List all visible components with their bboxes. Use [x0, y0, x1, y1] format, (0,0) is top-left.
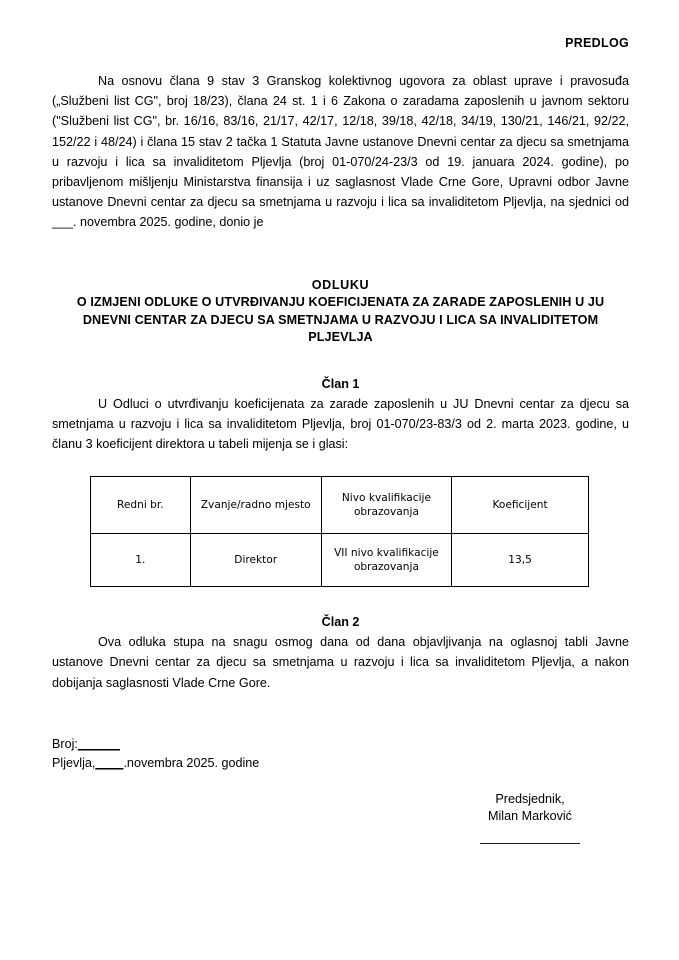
decision-title — [52, 277, 629, 347]
signature-name: Milan Marković — [488, 809, 572, 824]
decision-title-line-3: DNEVNI CENTAR ZA DJECU SA SMETNJAMA U RAZVOJU I LICA SA INVALIDITETOM — [82, 312, 599, 327]
signature-block — [440, 791, 620, 844]
table-header-zvanje-radno-mjesto: Zvanje/radno mjesto — [190, 477, 321, 534]
spacer-after-article-2 — [52, 693, 629, 735]
table-header-row — [91, 477, 589, 534]
footer-number-blank: ______ — [77, 736, 120, 751]
footer-place-blank: ____ — [95, 755, 124, 770]
spacer-after-title — [52, 347, 629, 375]
footer-place-label: Pljevlja, — [52, 755, 96, 770]
decision-title-line-2: O IZMJENI ODLUKE O UTVRĐIVANJU KOEFICIJENATA ZA ZARADE ZAPOSLENIH U JU — [76, 295, 605, 310]
document-header-label: PREDLOG — [565, 36, 629, 50]
spacer-after-table — [52, 587, 629, 613]
article-1-text: U Odluci o utvrđivanju koeficijenata za zarade zaposlenih u JU Dnevni centar za djecu sa smetnjama u razvoju i lica sa invaliditetom Pljevlja, broj 01-070/23-83/3 od 2. marta 2023. godine, u članu 3 koeficijent direktora u tabeli mijenja se i glasi: — [52, 396, 629, 452]
footer-date-text: .novembra 2025. godine — [123, 755, 260, 770]
table-cell-koeficijent: 13,5 — [452, 534, 589, 587]
decision-title-line-1: ODLUKU — [311, 277, 370, 292]
footer-number-line — [52, 735, 629, 754]
signature-line — [480, 843, 580, 844]
preamble-paragraph: Na osnovu člana 9 stav 3 Granskog kolektivnog ugovora za oblast uprave i pravosuđa („Službeni list CG", broj 18/23), člana 24 st. 1 i 6 Zakona o zaradama zaposlenih u javnom sektoru ("Službeni list CG", br. 16/16, 83/16, 21/17, 42/17, 12/18, 39/18, 42/18, 34/19, 130/21, 146/21, 92/22, 152/22 i 48/24) i člana 15 stav 2 tačka 1 Statuta Javne ustanove Dnevni centar za djecu sa smetnjama u razvoju i lica sa invaliditetom Pljevlja (broj 01-070/24-23/3 od 19. januara 2024. godine), po pribavljenom mišljenju Ministarstva finansija i uz saglasnost Vlade Crne Gore, Upravni odbor Javne ustanove Dnevni centar za djecu sa smetnjama u razvoju i lica sa invaliditetom Pljevlja, na sjednici od ___. novembra 2025. godine, donio je — [52, 74, 629, 230]
article-2-text: Ova odluka stupa na snagu osmog dana od dana objavljivanja na oglasnoj tabli Javne ustanove Dnevni centar za djecu sa smetnjama u razvoju i lica sa invaliditetom Pljevlja, a nakon dobijanja saglasnosti Vlade Crne Gore. — [52, 635, 629, 690]
coefficient-table — [90, 476, 589, 587]
footer-place-date-line — [52, 754, 629, 773]
spacer-before-table — [52, 454, 629, 476]
table-header-redni-br: Redni br. — [91, 477, 191, 534]
footer-number-label: Broj: — [52, 736, 78, 751]
spacer-before-title — [52, 233, 629, 277]
table-cell-redni-br: 1. — [91, 534, 191, 587]
article-1-heading: Član 1 — [321, 376, 360, 391]
table-cell-zvanje-radno-mjesto: Direktor — [190, 534, 321, 587]
footer-reference-block — [52, 735, 629, 773]
decision-title-line-4: PLJEVLJA — [308, 330, 373, 345]
document-content — [52, 36, 629, 844]
table-cell-nivo-kvalifikacije: VII nivo kvalifikacije obrazovanja — [321, 534, 451, 587]
table-row — [91, 534, 589, 587]
table-header-nivo-kvalifikacije: Nivo kvalifikacije obrazovanja — [321, 477, 451, 534]
table-header-koeficijent: Koeficijent — [452, 477, 589, 534]
article-2-heading: Član 2 — [321, 615, 360, 630]
signature-role: Predsjednik, — [495, 791, 565, 806]
